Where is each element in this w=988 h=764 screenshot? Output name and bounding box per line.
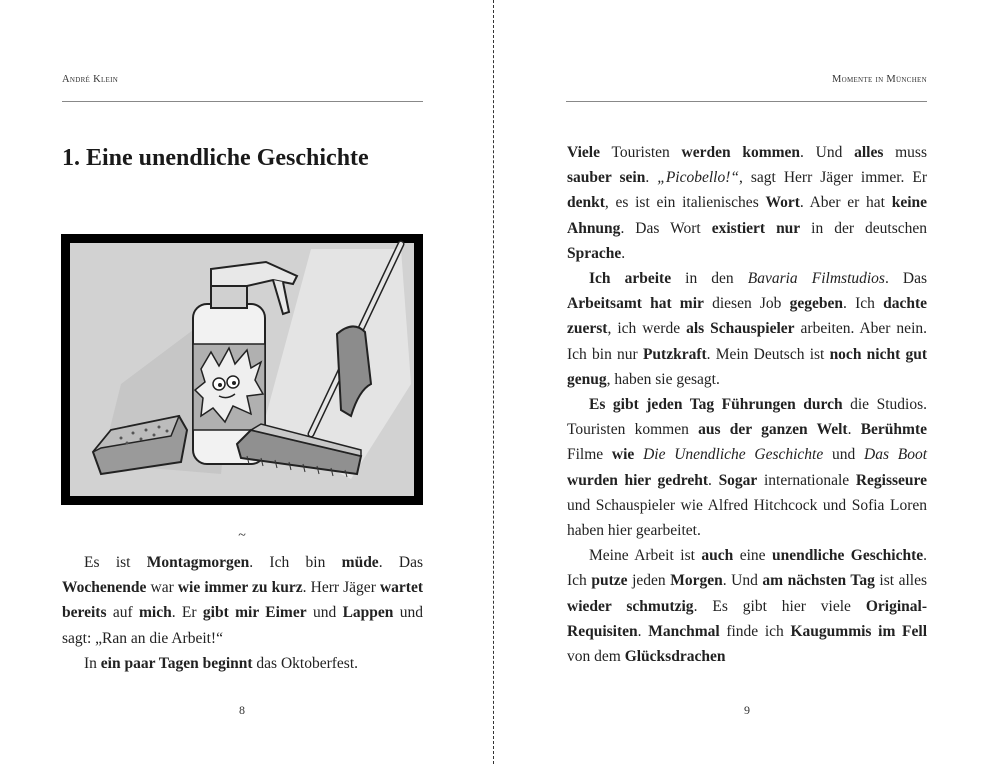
text-run: . [621,244,626,262]
header-rule [62,101,423,102]
paragraph [567,392,927,543]
text-run: . Ich bin [249,554,342,571]
text-run: denkt [567,194,605,212]
text-run: Arbeitsamt hat mir [567,295,704,313]
text-run: , es ist ein italienisches [604,194,766,212]
paragraph [567,140,927,266]
text-run: In [84,654,101,672]
text-run: . Mein Deutsch ist [706,345,830,363]
text-run: existiert nur [711,219,801,237]
text-run: wie immer zu kurz [177,579,303,597]
chapter-title: 1. Eine unendliche Geschichte [62,145,369,171]
text-run: wurden hier gedreht [567,471,709,489]
text-run: in der deutschen [800,219,927,237]
text-run: . Und [722,572,763,590]
text-run: . [847,421,861,439]
text-run: Touristen [600,144,682,161]
text-run: . [637,622,649,640]
text-run: mich [138,604,172,622]
text-run: auf [106,604,139,622]
text-run: dachte zuerst [567,295,928,338]
text-run: . [645,169,658,187]
text-run: . Ich [843,295,884,313]
text-run: . Es gibt hier viele [693,597,866,615]
paragraph [567,543,927,669]
text-run: und [306,604,343,622]
text-run: Die Unendliche Geschichte [643,446,824,464]
text-run: . Herr Jäger [302,579,380,597]
text-run: internationale [757,471,856,489]
text-run: eine [733,547,772,565]
text-run: von dem [567,648,625,666]
text-run: Montagmorgen [146,554,250,571]
left-body-text [62,550,423,676]
section-ornament: ~ [238,528,246,543]
text-run: Manchmal [648,622,720,640]
text-run: Sogar [718,471,758,489]
text-run [634,446,643,463]
text-run: Viele [567,144,600,161]
text-run: Sprache [567,244,622,262]
text-run: . [708,471,719,489]
text-run: . Das [378,554,423,571]
text-run: wieder schmutzig [567,597,694,615]
text-run: muss [883,144,928,161]
left-page [0,0,492,764]
text-run: jeden [627,572,671,590]
text-run: sauber sein [567,169,646,187]
text-run: als Schauspieler [686,320,795,338]
text-run: alles [854,144,884,161]
text-run: und Schauspieler wie Alfred Hitchcock und Sofia Loren haben hier gearbeitet. [567,496,927,540]
text-run: in den [671,270,748,288]
text-run: das Oktoberfest. [252,654,359,672]
running-head-author: André Klein [62,74,119,85]
text-run: aus der ganzen Welt [698,421,848,439]
right-body-text [567,140,927,669]
text-run: Regisseure [855,471,928,489]
paragraph [62,550,423,651]
text-run: die Studios. Touristen kommen [567,396,927,439]
text-run: . Das Wort [620,219,712,237]
text-run: , haben sie gesagt. [606,370,720,388]
text-run: gibt mir Eimer [202,604,307,622]
page-divider [493,0,494,764]
page-number-left: 8 [239,703,245,717]
text-run: noch nicht gut genug [567,345,927,388]
text-run: wie [611,446,635,464]
text-run: diesen Job [703,295,790,313]
text-run: Wochenende [62,579,147,597]
text-run: wartet bereits [62,579,423,622]
text-run: gegeben [789,295,844,313]
text-run: Lappen [342,604,394,622]
text-run: Es gibt jeden Tag Führungen durch [589,396,843,414]
header-rule [566,101,927,102]
text-run: Das Boot [864,446,927,464]
text-run: Putzkraft [642,345,707,363]
text-run: , sagt Herr Jäger immer. Er [739,169,928,187]
text-run: Bavaria Filmstudios [747,270,885,288]
text-run: Filme [567,446,612,464]
text-run: . Er [171,604,203,622]
text-run: müde [341,554,379,571]
text-run: ist alles [874,572,927,590]
text-run: unendliche Geschichte [771,547,924,565]
paragraph [62,651,423,676]
text-run: Es ist [84,554,147,571]
running-head-title: Momente in München [831,74,927,85]
page-number-right: 9 [744,703,750,717]
right-page [496,0,988,764]
text-run: Wort [765,194,800,212]
text-run: war [146,579,178,597]
text-run: Morgen [670,572,723,590]
text-run: am nächsten Tag [762,572,875,590]
text-run: auch [701,547,734,565]
text-run: Glücksdrachen [624,648,726,666]
text-run: „Picobello!“ [657,169,740,187]
text-run: und sagt: „Ran an die Arbeit!“ [62,604,424,647]
text-run: . Das [884,270,928,288]
text-run: . Ich [567,547,927,590]
text-run: und [823,446,864,464]
text-run: finde ich [719,622,791,640]
text-run: keine Ahnung [567,194,928,237]
text-run: Kaugummis [790,622,872,640]
text-run: Meine Arbeit ist [589,547,702,565]
text-run: , ich werde [607,320,687,338]
text-run: putze [591,572,628,590]
text-run: Ich arbeite [589,270,672,288]
text-run: werden kommen [681,144,801,161]
text-run: . Aber er hat [799,194,892,212]
chapter-illustration [61,234,423,505]
text-run: arbeiten. Aber nein. Ich bin nur [567,320,927,363]
text-run: Berühmte [860,421,927,439]
paragraph [567,266,927,392]
text-run: ein paar Tagen beginnt [100,654,253,672]
text-run: Original-Requisiten [567,597,927,640]
text-run: . Und [800,144,855,161]
text-run: im Fell [878,622,927,640]
